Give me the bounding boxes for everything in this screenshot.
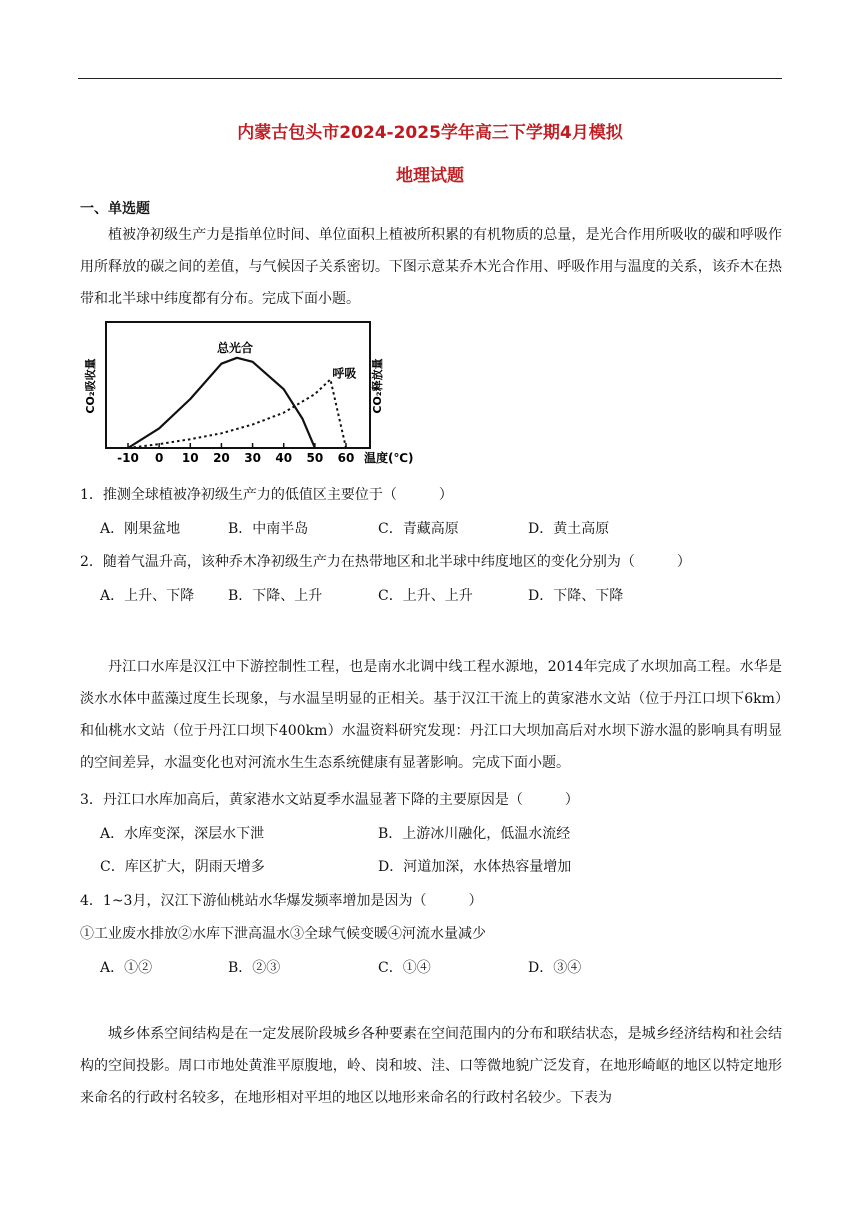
x-axis-label: 温度(℃) — [364, 451, 414, 465]
question-4-items: ①工业废水排放②水库下泄高温水③全球气候变暖④河流水量减少 — [80, 926, 486, 942]
q1-option-b[interactable]: B．中南半岛 — [228, 521, 309, 537]
passage-1: 植被净初级生产力是指单位时间、单位面积上植被所积累的有机物质的总量，是光合作用所吸收的碳和呼吸作用所释放的碳之间的差值，与气候因子关系密切。下图示意某乔木光合作用、呼吸作用与温度的关系，该乔木在热带和北半球中纬度都有分布。完成下面小题。 — [80, 227, 782, 307]
x-tick-label: 60 — [337, 451, 355, 465]
q4-option-a[interactable]: A．①② — [100, 960, 153, 976]
section-heading: 一、单选题 — [80, 201, 150, 217]
q3-option-c[interactable]: C．库区扩大，阴雨天增多 — [100, 859, 265, 875]
exam-title: 内蒙古包头市2024-2025学年高三下学期4月模拟 — [237, 123, 623, 143]
photosynthesis-respiration-chart — [80, 320, 430, 470]
exam-subject: 地理试题 — [396, 166, 464, 186]
passage-3: 城乡体系空间结构是在一定发展阶段城乡各种要素在空间范围内的分布和联结状态，是城乡经济结构和社会结构的空间投影。周口市地处黄淮平原腹地，岭、岗和坡、洼、口等微地貌广泛发育，在地形崎岖的地区以特定地形来命名的行政村名较多，在地形相对平坦的地区以地形来命名的行政村名较少。下表为 — [80, 1026, 782, 1106]
left-axis-label: CO₂吸收量 — [84, 358, 97, 414]
q1-option-a[interactable]: A．刚果盆地 — [100, 521, 181, 537]
x-tick-label: 10 — [181, 451, 199, 465]
series-label: 总光合 — [217, 340, 254, 355]
q4-option-d[interactable]: D．③④ — [528, 960, 582, 976]
x-tick-label: 40 — [275, 451, 293, 465]
q1-option-d[interactable]: D．黄土高原 — [528, 521, 610, 537]
right-axis-label: CO₂释放量 — [371, 358, 384, 414]
q2-option-b[interactable]: B．下降、上升 — [228, 588, 323, 604]
q1-option-c[interactable]: C．青藏高原 — [378, 521, 459, 537]
question-2-stem: 2．随着气温升高，该种乔木净初级生产力在热带地区和北半球中纬度地区的变化分别为（ ） — [80, 554, 691, 570]
q3-option-a[interactable]: A．水库变深，深层水下泄 — [100, 826, 265, 842]
question-1-stem: 1．推测全球植被净初级生产力的低值区主要位于（ ） — [80, 487, 453, 503]
q2-option-c[interactable]: C．上升、上升 — [378, 588, 473, 604]
passage-2: 丹江口水库是汉江中下游控制性工程，也是南水北调中线工程水源地，2014年完成了水坝加高工程。水华是淡水水体中蓝藻过度生长现象，与水温呈明显的正相关。基于汉江干流上的黄家港水文站（位于丹江口坝下6km）和仙桃水文站（位于丹江口坝下400km）水温资料研究发现：丹江口大坝加高后对水坝下游水温的影响具有明显的空间差异，水温变化也对河流水生生态系统健康有显著影响。完成下面小题。 — [80, 659, 782, 771]
x-tick-label: 30 — [244, 451, 261, 465]
question-4-stem: 4．1~3月，汉江下游仙桃站水华爆发频率增加是因为（ ） — [80, 893, 483, 909]
q2-option-d[interactable]: D．下降、下降 — [528, 588, 624, 604]
q3-option-b[interactable]: B．上游冰川融化，低温水流经 — [378, 826, 571, 842]
x-tick-label: 0 — [154, 451, 164, 465]
gross-photosynthesis-curve — [128, 358, 315, 448]
q2-option-a[interactable]: A．上升、下降 — [100, 588, 195, 604]
x-tick-label: 50 — [306, 451, 324, 465]
question-3-stem: 3．丹江口水库加高后，黄家港水文站夏季水温显著下降的主要原因是（ ） — [80, 792, 579, 808]
respiration-curve — [128, 379, 346, 448]
q4-option-b[interactable]: B．②③ — [228, 960, 281, 976]
x-tick-label: -10 — [117, 451, 139, 465]
x-tick-label: 20 — [213, 451, 230, 465]
series-label: 呼吸 — [332, 366, 357, 381]
header-rule — [78, 78, 782, 79]
q4-option-c[interactable]: C．①④ — [378, 960, 431, 976]
q3-option-d[interactable]: D．河道加深，水体热容量增加 — [378, 859, 572, 875]
